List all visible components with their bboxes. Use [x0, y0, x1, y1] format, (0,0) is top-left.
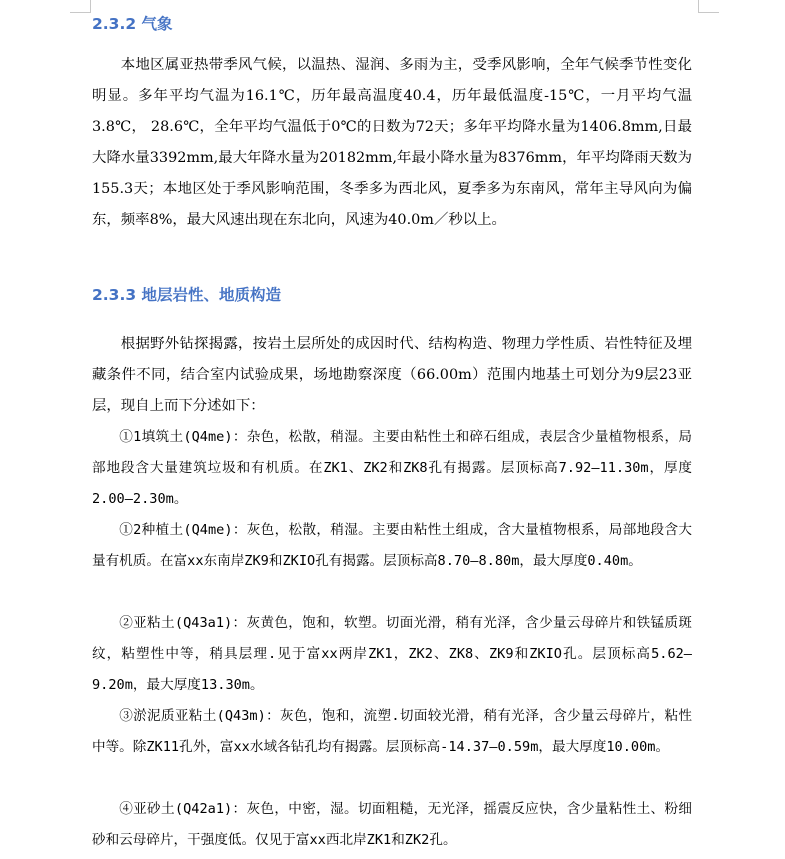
layer-paragraph-planting-soil: ①2种植土(Q4me)：灰色，松散，稍湿。主要由粘性土组成，含大量植物根系，局部地段含大量有机质。在富xx东南岸ZK9和ZKIO孔有揭露。层顶标高8.70—8.80m，最大厚度0.40m。: [92, 522, 692, 569]
layer-paragraph-mucky-silty-clay: ③淤泥质亚粘土(Q43m)：灰色，饱和，流塑.切面较光滑，稍有光泽，含少量云母碎片，粘性中等。除ZK11孔外，富xx水域各钻孔均有揭露。层顶标高-14.37—0.59m，最大厚度10.00m。: [92, 708, 692, 755]
geology-intro-paragraph: 根据野外钻探揭露，按岩土层所处的成因时代、结构构造、物理力学性质、岩性特征及埋藏条件不同，结合室内试验成果，场地勘察深度（66.00m）范围内地基土可划分为9层23亚层，现自上而下分述如下：: [92, 336, 692, 414]
layer-paragraph-sandy-silt: ④亚砂土(Q42a1)：灰色，中密，湿。切面粗糙，无光泽，摇震反应快，含少量粘性土、粉细砂和云母碎片，干强度低。仅见于富xx西北岸ZK1和ZK2孔。: [92, 801, 692, 848]
layer-paragraph-fill-soil: ①1填筑土(Q4me)：杂色，松散，稍湿。主要由粘性土和碎石组成，表层含少量植物根系，局部地段含大量建筑垃圾和有机质。在ZK1、ZK2和ZK8孔有揭露。层顶标高7.92—11.30m，厚度2.00—2.30m。: [92, 429, 692, 507]
section-heading-geology: 2.3.3 地层岩性、地质构造: [92, 286, 282, 304]
page-corner-mark-right: [698, 0, 719, 13]
layer-paragraph-silty-clay: ②亚粘土(Q43a1)：灰黄色，饱和，软塑。切面光滑，稍有光泽，含少量云母碎片和铁锰质斑纹，粘塑性中等，稍具层理.见于富xx两岸ZK1，ZK2、ZK8、ZK9和ZKIO孔。层顶标高5.62—9.20m，最大厚度13.30m。: [92, 615, 692, 693]
section-heading-climate: 2.3.2 气象: [92, 15, 173, 33]
page-corner-mark-left: [70, 0, 91, 13]
climate-paragraph: 本地区属亚热带季风气候，以温热、湿润、多雨为主，受季风影响，全年气候季节性变化明显。多年平均气温为16.1℃，历年最高温度40.4，历年最低温度-15℃，一月平均气温3.8℃， 28.6℃，全年平均气温低于0℃的日数为72天；多年平均降水量为1406.8mm,日最大降水量3392mm,最大年降水量为20182mm,年最小降水量为8376mm，年平均降雨天数为155.3天；本地区处于季风影响范围，冬季多为西北风，夏季多为东南风，常年主导风向为偏东，频率8%，最大风速出现在东北向，风速为40.0m／秒以上。: [92, 57, 692, 228]
